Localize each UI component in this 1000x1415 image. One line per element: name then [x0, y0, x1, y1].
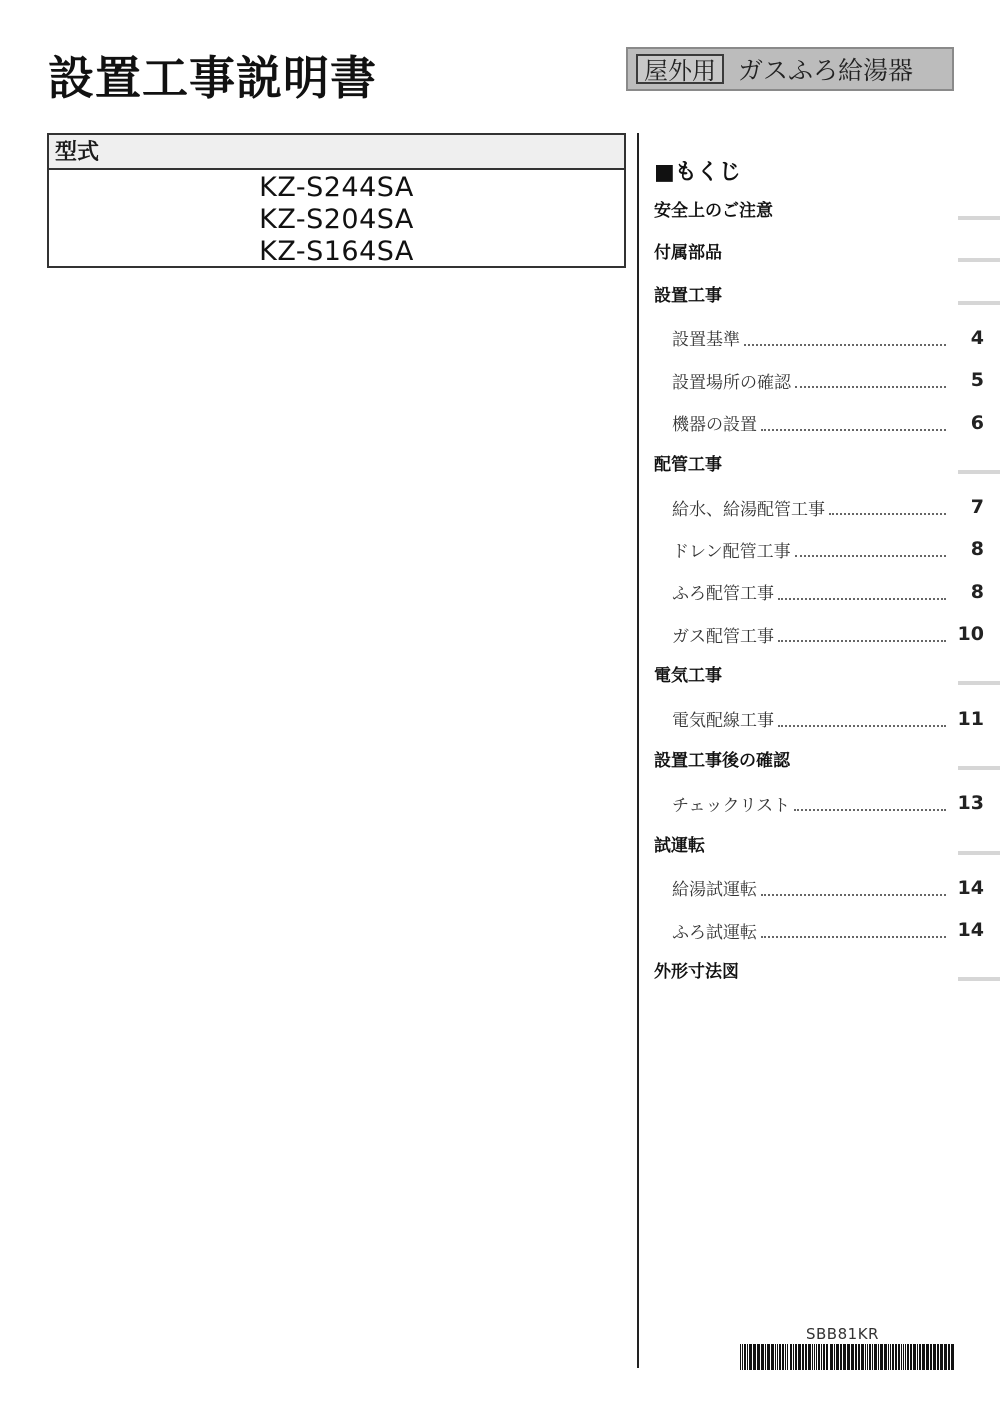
- dotted-leader: [761, 429, 946, 431]
- barcode-bar: [913, 1344, 916, 1370]
- toc-page-number: 14: [957, 919, 984, 942]
- barcode-bar: [753, 1344, 756, 1370]
- toc-entry: [654, 408, 1000, 438]
- product-badge: [626, 47, 954, 91]
- section-tab-mark: [958, 851, 1000, 855]
- barcode-bar: [742, 1344, 743, 1370]
- barcode-bar: [922, 1344, 925, 1370]
- section-tab-mark: [958, 681, 1000, 685]
- barcode-bar: [744, 1344, 746, 1370]
- barcode-bar: [834, 1344, 835, 1370]
- barcode-bar: [765, 1344, 766, 1370]
- barcode-bar: [826, 1344, 828, 1370]
- toc-section-title: 試運転: [654, 835, 705, 856]
- toc-entry: [654, 915, 1000, 945]
- barcode-bar: [892, 1344, 894, 1370]
- toc-section-row: [654, 281, 1000, 311]
- toc-entry-line: [672, 577, 984, 607]
- barcode-bar: [818, 1344, 820, 1370]
- barcode-bar: [910, 1344, 912, 1370]
- toc-entry-label: 設置基準: [672, 330, 740, 351]
- barcode-bar: [874, 1344, 877, 1370]
- barcode-bar: [890, 1344, 891, 1370]
- toc-entry-line: [672, 704, 984, 734]
- barcode-bar: [878, 1344, 879, 1370]
- column-divider: [637, 133, 639, 1368]
- barcode-bar: [895, 1344, 897, 1370]
- barcode-bar: [872, 1344, 873, 1370]
- toc-section-row: [654, 450, 1000, 480]
- barcode-bar: [951, 1344, 954, 1370]
- toc-section-title: 設置工事後の確認: [654, 750, 790, 771]
- toc-page-number: 13: [957, 792, 984, 815]
- barcode-bar: [782, 1344, 784, 1370]
- toc-section-title: 外形寸法図: [654, 962, 739, 983]
- toc-entry-label: ドレン配管工事: [672, 541, 791, 562]
- document-code: SBB81KR: [806, 1325, 879, 1343]
- toc-section-title: 付属部品: [654, 243, 722, 264]
- model-number: KZ-S244SA: [259, 172, 414, 203]
- barcode-bar: [777, 1344, 778, 1370]
- toc-section-row: [654, 196, 1000, 226]
- toc-section-row: [654, 746, 1000, 776]
- model-header: 型式: [49, 135, 624, 170]
- barcode-bar: [740, 1344, 741, 1370]
- dotted-leader: [795, 555, 946, 557]
- toc-entry-label: 設置場所の確認: [672, 372, 791, 393]
- barcode-bar: [948, 1344, 950, 1370]
- toc-heading: ■もくじ: [654, 160, 741, 185]
- barcode-bar: [749, 1344, 752, 1370]
- model-list: [49, 170, 624, 268]
- toc-section-row: [654, 238, 1000, 268]
- barcode-bar: [884, 1344, 887, 1370]
- barcode-bar: [905, 1344, 906, 1370]
- barcode-bar: [851, 1344, 854, 1370]
- model-number: KZ-S164SA: [259, 236, 414, 267]
- barcode-bar: [865, 1344, 866, 1370]
- toc-entry-label: 給湯試運転: [672, 880, 757, 901]
- dotted-leader: [829, 513, 946, 515]
- barcode-bar: [937, 1344, 939, 1370]
- toc-page-number: 8: [970, 580, 984, 603]
- barcode-bar: [793, 1344, 794, 1370]
- barcode-bar: [903, 1344, 904, 1370]
- dotted-leader: [744, 344, 946, 346]
- barcode-bar: [940, 1344, 943, 1370]
- toc-entry: [654, 577, 1000, 607]
- barcode-bar: [779, 1344, 781, 1370]
- toc-page-number: 7: [970, 496, 984, 519]
- barcode-bar: [802, 1344, 804, 1370]
- barcode-bar: [836, 1344, 839, 1370]
- barcode-bar: [785, 1344, 786, 1370]
- dotted-leader: [795, 386, 946, 388]
- toc-page-number: 6: [970, 411, 984, 434]
- toc-page-number: 5: [970, 369, 984, 392]
- barcode-bar: [767, 1344, 770, 1370]
- toc-entry-label: 電気配線工事: [672, 711, 774, 732]
- toc-page-number: 11: [957, 707, 984, 730]
- barcode-bar: [847, 1344, 850, 1370]
- barcode-bar: [790, 1344, 792, 1370]
- section-tab-mark: [958, 766, 1000, 770]
- dotted-leader: [778, 640, 946, 642]
- barcode-bar: [761, 1344, 764, 1370]
- toc-page-number: 8: [970, 538, 984, 561]
- barcode-bar: [757, 1344, 760, 1370]
- outdoor-use-label: 屋外用: [636, 54, 724, 84]
- barcode-bar: [830, 1344, 833, 1370]
- toc-entry-line: [672, 915, 984, 945]
- toc-section-title: 安全上のご注意: [654, 201, 773, 221]
- model-box: [47, 133, 626, 268]
- section-tab-mark: [958, 977, 1000, 981]
- barcode-bar: [869, 1344, 871, 1370]
- barcode-bar: [919, 1344, 921, 1370]
- barcode-bar: [858, 1344, 860, 1370]
- toc-entry-line: [672, 534, 984, 564]
- barcode-bar: [775, 1344, 776, 1370]
- barcode-bar: [907, 1344, 909, 1370]
- barcode-bar: [814, 1344, 815, 1370]
- toc-entry-line: [672, 323, 984, 353]
- toc-entry: [654, 534, 1000, 564]
- toc-entry-line: [672, 873, 984, 903]
- barcode-bar: [840, 1344, 842, 1370]
- dotted-leader: [761, 936, 946, 938]
- barcode-bar: [821, 1344, 822, 1370]
- barcode-bar: [798, 1344, 801, 1370]
- toc-page-number: 4: [970, 326, 984, 349]
- toc-entry-label: ふろ試運転: [672, 922, 757, 943]
- barcode-bar: [898, 1344, 900, 1370]
- section-tab-mark: [958, 216, 1000, 220]
- toc-entry-label: 機器の設置: [672, 415, 757, 435]
- toc-page-number: 10: [957, 623, 984, 645]
- toc-entry: [654, 704, 1000, 734]
- section-tab-mark: [958, 258, 1000, 262]
- toc-entry-label: チェックリスト: [672, 795, 791, 816]
- dotted-leader: [794, 809, 946, 811]
- barcode-bar: [823, 1344, 825, 1370]
- barcode-bar: [901, 1344, 902, 1370]
- barcode-bar: [867, 1344, 868, 1370]
- product-type-label: ガスふろ給湯器: [738, 56, 914, 85]
- barcode-bar: [944, 1344, 947, 1370]
- dotted-leader: [778, 725, 946, 727]
- toc-section-title: 配管工事: [654, 454, 722, 475]
- toc-entry-line: [672, 408, 984, 438]
- section-tab-mark: [958, 301, 1000, 305]
- barcode-bar: [812, 1344, 813, 1370]
- toc-entry-label: ふろ配管工事: [672, 584, 774, 605]
- toc-entry: [654, 323, 1000, 353]
- barcode-bar: [787, 1344, 788, 1370]
- barcode-bar: [888, 1344, 889, 1370]
- toc-section-row: [654, 831, 1000, 861]
- toc-section-title: 電気工事: [654, 666, 722, 687]
- barcode-bar: [805, 1344, 807, 1370]
- toc-entry: [654, 873, 1000, 903]
- dotted-leader: [778, 598, 946, 600]
- model-number: KZ-S204SA: [259, 204, 414, 235]
- barcode-bar: [795, 1344, 797, 1370]
- toc-entry-line: [672, 788, 984, 818]
- document-title: 設置工事説明書: [48, 51, 377, 105]
- barcode-bar: [747, 1344, 748, 1370]
- barcode-bar: [930, 1344, 932, 1370]
- toc-entry-line: [672, 619, 984, 649]
- barcode-bar: [917, 1344, 918, 1370]
- toc-section-title: 設置工事: [654, 285, 722, 306]
- barcode-bar: [861, 1344, 864, 1370]
- toc-section-row: [654, 957, 1000, 987]
- toc-page-number: 14: [957, 876, 984, 899]
- toc-entry: [654, 619, 1000, 649]
- barcode-bar: [933, 1344, 936, 1370]
- toc-entry-label: ガス配管工事: [672, 626, 774, 647]
- toc-entry: [654, 788, 1000, 818]
- toc-entry-label: 給水、給湯配管工事: [672, 499, 825, 520]
- toc-entry-line: [672, 365, 984, 395]
- toc-section-row: [654, 661, 1000, 691]
- barcode-bar: [843, 1344, 846, 1370]
- section-tab-mark: [958, 470, 1000, 474]
- barcode: [740, 1344, 954, 1370]
- barcode-bar: [816, 1344, 817, 1370]
- barcode-bar: [880, 1344, 883, 1370]
- barcode-bar: [771, 1344, 774, 1370]
- barcode-bar: [855, 1344, 857, 1370]
- toc-entry: [654, 492, 1000, 522]
- barcode-bar: [926, 1344, 929, 1370]
- barcode-bar: [808, 1344, 811, 1370]
- toc-entry: [654, 365, 1000, 395]
- toc-entry-line: [672, 492, 984, 522]
- dotted-leader: [761, 894, 946, 896]
